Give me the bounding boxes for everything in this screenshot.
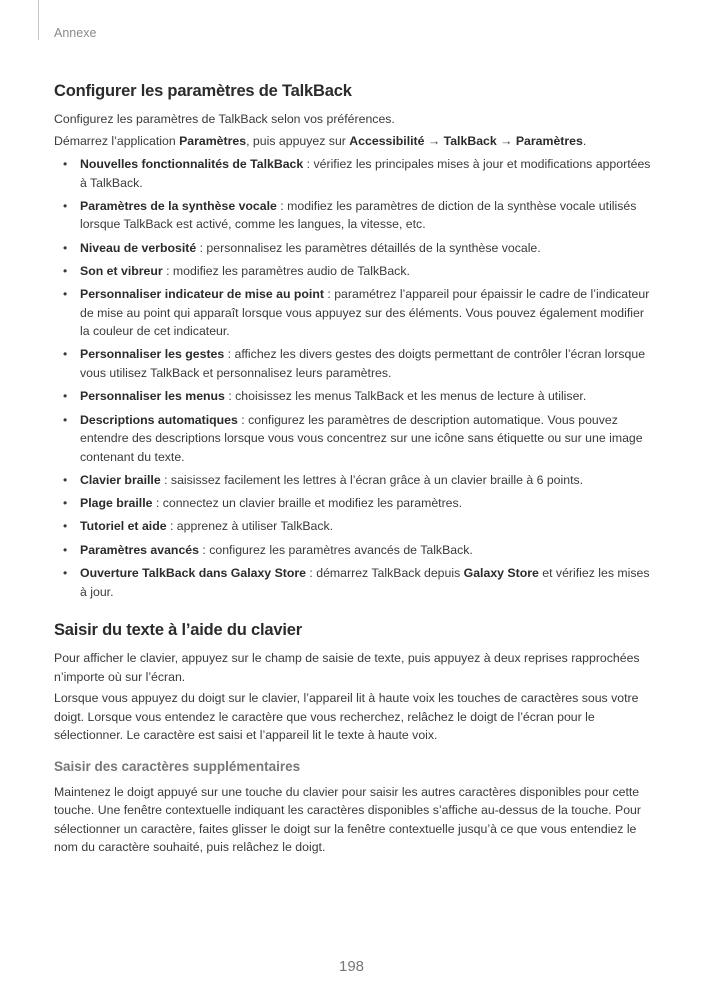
settings-list: [54, 155, 652, 601]
list-item: • Descriptions automatiques : configurez les paramètres de description automatique. Vous pouvez entendre des descriptions lorsque vous vous concentrez sur une icône sans étiquette ou sur une image contenant du texte.: [63, 412, 643, 464]
list-item: • Plage braille : connectez un clavier braille et modifiez les paramètres.: [54, 494, 652, 513]
bullet-icon: •: [63, 263, 68, 278]
extra-characters-paragraph: Maintenez le doigt appuyé sur une touche du clavier pour saisir les autres caractères disponibles pour cette touche. Une fenêtre contextuelle indiquant les caractères disponibles s’affiche au-dessus de la touche. Pour sélectionner un caractère, faites glisser le doigt sur la fenêtre contextuelle jusqu’à ce que vous entendiez le nom du caractère souhaité, puis relâchez le doigt.: [54, 784, 641, 855]
bullet-icon: •: [63, 198, 68, 213]
list-item: • Personnaliser les gestes : affichez les divers gestes des doigts permettant de contrôler l’écran lorsque vous utilisez TalkBack et personnalisez leurs paramètres.: [63, 347, 646, 380]
keyboard-paragraph-1: Pour afficher le clavier, appuyez sur le champ de saisie de texte, puis appuyez à deux reprises rapprochées n’importe où sur l’écran.: [54, 651, 640, 684]
bullet-icon: •: [63, 519, 68, 534]
bullet-icon: •: [63, 240, 68, 255]
page-number: 198: [338, 958, 365, 975]
section-heading-talkback-settings: Configurer les paramètres de TalkBack: [54, 82, 352, 100]
keyboard-paragraph-2: Lorsque vous appuyez du doigt sur le clavier, l’appareil lit à haute voix les touches de caractères sous votre doigt. Lorsque vous entendez le caractère que vous recherchez, relâchez le doigt de l’écran pour le sélectionner. Le caractère est saisi et l’appareil lit le texte à haute voix.: [54, 691, 639, 743]
page-content: [54, 82, 652, 857]
list-item: • Ouverture TalkBack dans Galaxy Store : démarrez TalkBack depuis Galaxy Store et vérifiez les mises à jour.: [63, 566, 650, 599]
list-item: • Niveau de verbosité : personnalisez les paramètres détaillés de la synthèse vocale.: [54, 239, 652, 258]
launch-instruction: Démarrez l’application Paramètres, puis appuyez sur Accessibilité → TalkBack → Paramètres.: [54, 133, 587, 148]
list-item: • Son et vibreur : modifiez les paramètres audio de TalkBack.: [54, 262, 652, 281]
list-item: • Paramètres avancés : configurez les paramètres avancés de TalkBack.: [54, 541, 652, 560]
bullet-icon: •: [63, 157, 68, 171]
bullet-icon: •: [63, 542, 68, 557]
intro-paragraph: Configurez les paramètres de TalkBack selon vos préférences.: [54, 112, 395, 126]
bullet-icon: •: [63, 566, 68, 581]
bullet-icon: •: [63, 347, 68, 362]
running-head: Annexe: [54, 26, 97, 40]
bullet-icon: •: [63, 389, 68, 404]
section-heading-keyboard-input: Saisir du texte à l’aide du clavier: [54, 621, 302, 640]
list-item: • Nouvelles fonctionnalités de TalkBack : vérifiez les principales mises à jour et modifications apportées à TalkBack.: [63, 157, 651, 190]
list-item: • Tutoriel et aide : apprenez à utiliser TalkBack.: [54, 517, 652, 536]
bullet-icon: •: [63, 287, 68, 302]
list-item: • Clavier braille : saisissez facilement les lettres à l’écran grâce à un clavier braille à 6 points.: [54, 471, 652, 490]
list-item: • Personnaliser indicateur de mise au point : paramétrez l’appareil pour épaissir le cadre de l’indicateur de mise au point qui apparaît lorsque vous appuyez sur des éléments. Vous pouvez également modifier la couleur de cet indicateur.: [63, 287, 650, 339]
margin-rule: [38, 0, 39, 40]
bullet-icon: •: [63, 412, 68, 427]
list-item: • Paramètres de la synthèse vocale : modifiez les paramètres de diction de la synthèse vocale utilisés lorsque TalkBack est activé, comme les langues, la vitesse, etc.: [63, 198, 637, 232]
subheading-extra-characters: Saisir des caractères supplémentaires: [54, 758, 301, 774]
bullet-icon: •: [63, 496, 68, 511]
list-item: • Personnaliser les menus : choisissez les menus TalkBack et les menus de lecture à utiliser.: [54, 387, 652, 406]
bullet-icon: •: [63, 472, 68, 487]
